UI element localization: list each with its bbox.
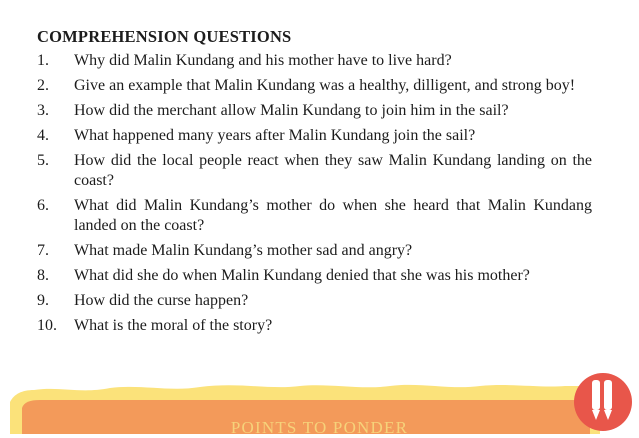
question-number: 1.	[37, 52, 49, 69]
question-text: What did Malin Kundang’s mother do when she heard that Malin Kundang landed on the coast?	[74, 197, 592, 234]
points-to-ponder-banner	[0, 372, 639, 437]
question-number: 2.	[37, 77, 49, 94]
question-text: How did the local people react when they saw Malin Kundang landing on the coast?	[74, 152, 592, 189]
question-text: Give an example that Malin Kundang was a healthy, dilligent, and strong boy!	[74, 77, 576, 94]
question-number: 5.	[37, 152, 49, 169]
section-heading: COMPREHENSION QUESTIONS	[37, 27, 292, 46]
question-number: 10.	[37, 317, 57, 334]
question-number: 4.	[37, 127, 49, 144]
list-item	[37, 241, 592, 261]
list-item	[37, 291, 592, 311]
question-text: Why did Malin Kundang and his mother have to live hard?	[74, 52, 452, 69]
question-text: What is the moral of the story?	[74, 317, 273, 334]
list-item	[37, 151, 592, 191]
question-number: 7.	[37, 242, 49, 259]
pencil-icon	[573, 372, 633, 432]
question-number: 6.	[37, 197, 49, 214]
list-item	[37, 196, 592, 236]
question-number: 8.	[37, 267, 49, 284]
question-number: 3.	[37, 102, 49, 119]
list-item	[37, 51, 592, 71]
question-number: 9.	[37, 292, 49, 309]
list-item	[37, 316, 592, 336]
question-text: What made Malin Kundang’s mother sad and angry?	[74, 242, 413, 259]
question-text: How did the merchant allow Malin Kundang to join him in the sail?	[74, 102, 509, 119]
question-text: What did she do when Malin Kundang denied that she was his mother?	[74, 267, 530, 284]
list-item	[37, 76, 592, 96]
list-item	[37, 101, 592, 121]
list-item	[37, 126, 592, 146]
question-list	[37, 51, 592, 341]
banner-title: POINTS TO PONDER	[230, 418, 409, 437]
question-text: How did the curse happen?	[74, 292, 249, 309]
list-item	[37, 266, 592, 286]
question-text: What happened many years after Malin Kundang join the sail?	[74, 127, 476, 144]
